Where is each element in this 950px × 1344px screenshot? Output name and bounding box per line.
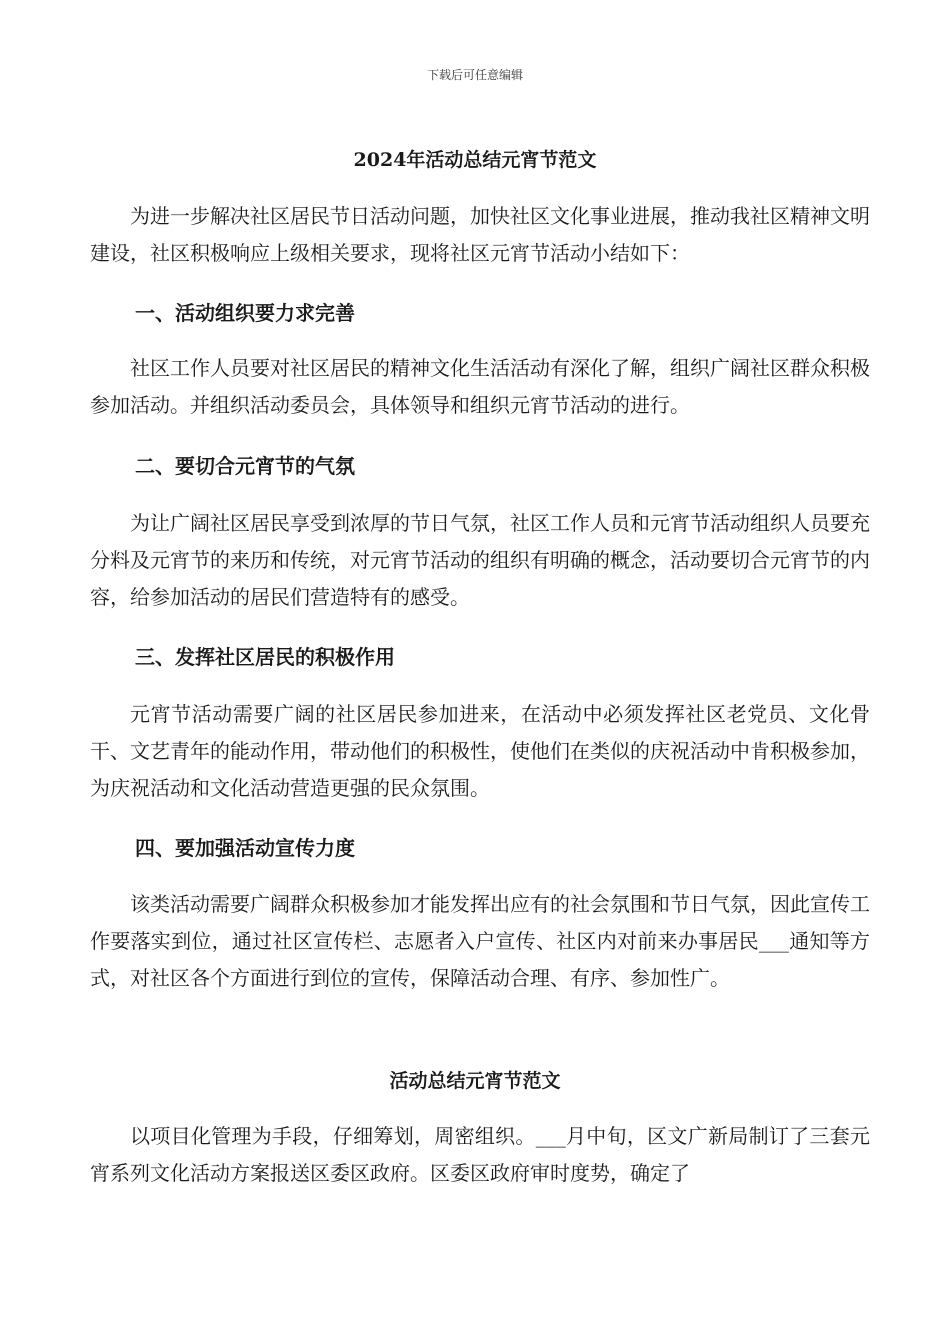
second-title: 活动总结元宵节范文 bbox=[389, 1070, 561, 1092]
section-heading-1: 一、活动组织要力求完善 bbox=[135, 301, 355, 325]
second-paragraph: 以项目化管理为手段，仔细筹划，周密组织。___月中旬，区文广新局制订了三套元宵系列文化活动方案报送区委区政府。区委区政府审时度势，确定了 bbox=[90, 1124, 870, 1185]
section-body-1: 社区工作人员要对社区居民的精神文化生活活动有深化了解，组织广阔社区群众积极参加活动。并组织活动委员会，具体领导和组织元宵节活动的进行。 bbox=[90, 356, 870, 417]
section-body-4: 该类活动需要广阔群众积极参加才能发挥出应有的社会氛围和节日气氛，因此宣传工作要落实到位，通过社区宣传栏、志愿者入户宣传、社区内对前来办事居民___通知等方式，对社区各个方面进行到位的宣传，保障活动合理、有序、参加性广。 bbox=[90, 892, 870, 990]
section-body-2: 为让广阔社区居民享受到浓厚的节日气氛，社区工作人员和元宵节活动组织人员要充分料及元宵节的来历和传统，对元宵节活动的组织有明确的概念，活动要切合元宵节的内容，给参加活动的居民们营造特有的感受。 bbox=[90, 511, 870, 609]
section-body-3: 元宵节活动需要广阔的社区居民参加进来，在活动中必须发挥社区老党员、文化骨干、文艺青年的能动作用，带动他们的积极性，使他们在类似的庆祝活动中肯积极参加，为庆祝活动和文化活动营造更强的民众氛围。 bbox=[90, 702, 870, 800]
document-title: 2024年活动总结元宵节范文 bbox=[353, 149, 597, 171]
section-heading-4: 四、要加强活动宣传力度 bbox=[135, 836, 355, 860]
header-note: 下载后可任意编辑 bbox=[426, 68, 523, 82]
section-heading-3: 三、发挥社区居民的积极作用 bbox=[135, 645, 395, 669]
section-heading-2: 二、要切合元宵节的气氛 bbox=[135, 454, 355, 478]
intro-paragraph: 为进一步解决社区居民节日活动问题，加快社区文化事业进展，推动我社区精神文明建设，社区积极响应上级相关要求，现将社区元宵节活动小结如下： bbox=[90, 204, 870, 265]
